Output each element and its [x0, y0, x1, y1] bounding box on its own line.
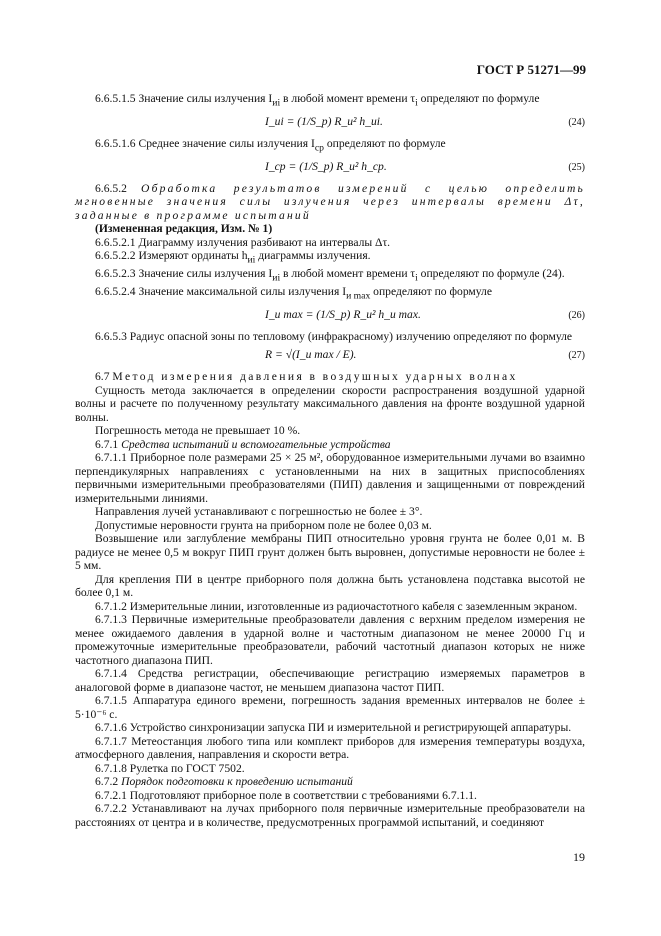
paragraph: 6.6.5.2.1 Диаграмму излучения разбивают на интервалы Δτ.	[95, 235, 391, 249]
subsection-heading: 6.7.2 Порядок подготовки к проведению испытаний	[95, 775, 353, 789]
paragraph: 6.7.1.7 Метеостанция любого типа или комплект приборов для измерения температуры воздуха, атмосферного давления, направления и скорости ветра.	[75, 734, 585, 762]
amendment-note: (Измененная редакция, Изм. № 1)	[95, 222, 273, 236]
section-heading: 6.7 Метод измерения давления в воздушных ударных волнах	[95, 370, 518, 384]
paragraph: 6.6.5.1.5 Значение силы излучения $I_{иi}$ в любой момент времени $\tau_i$ определяют по формуле	[95, 92, 540, 109]
page-number: 19	[573, 850, 585, 864]
formula-27	[75, 346, 585, 366]
paragraph: 6.7.1.1 Приборное поле размерами 25 × 25 м², оборудованное измерительными лучами во взаимно перпендикулярных направлениях с установленными на них в защитных приспособлениях первичными измерительными преобразователями (ПИП) давления и защищенными от повреждений измерительными линиями.	[75, 451, 585, 505]
formula-26	[75, 306, 585, 326]
paragraph: 6.7.1.4 Средства регистрации, обеспечивающие регистрацию измеряемых параметров в аналоговой форме в диапазоне частот, не меньшем диапазона частот ПИП.	[75, 667, 585, 694]
formula-expression: R = √(I_и max / E).	[265, 348, 357, 362]
paragraph: Сущность метода заключается в определении скорости распространения воздушной ударной волны и расчете по полученному результату максимального давления на фронте воздушной ударной волны.	[75, 383, 585, 424]
paragraph: 6.6.5.1.6 Среднее значение силы излучения $I_{ср}$ определяют по формуле	[95, 136, 446, 154]
paragraph: 6.7.1.8 Рулетка по ГОСТ 7502.	[95, 761, 245, 775]
paragraph: 6.7.2.2 Устанавливают на лучах приборного поля первичные измерительные преобразователи на расстояниях от центра и в количестве, предусмотренных программой испытаний, и соединяют	[75, 802, 585, 829]
paragraph: 6.6.5.2.4 Значение максимальной силы излучения $I_{и max}$ определяют по формуле	[95, 284, 492, 302]
section-heading: 6.6.5.2 Обработка результатов измерений с целью определить мгновенные значения силы излучения через интервалы времени Δτ, заданные в программе испытаний	[75, 181, 585, 222]
paragraph: Допустимые неровности грунта на приборном поле не более 0,03 м.	[95, 518, 432, 532]
page-header: ГОСТ Р 51271—99	[476, 62, 586, 77]
formula-number: (26)	[568, 309, 585, 321]
paragraph: 6.6.5.3 Радиус опасной зоны по тепловому (инфракрасному) излучению определяют по формуле	[95, 329, 573, 343]
paragraph: Возвышение или заглубление мембраны ПИП относительно уровня грунта не более 0,01 м. В радиусе не менее 0,5 м вокруг ПИП грунт должен быть выровнен, допустимые неровности не более ± 5 мм.	[75, 532, 585, 573]
subsection-heading: 6.7.1 Средства испытаний и вспомогательные устройства	[95, 437, 391, 451]
formula-number: (25)	[568, 161, 585, 173]
paragraph: Погрешность метода не превышает 10 %.	[95, 424, 301, 438]
paragraph: 6.6.5.2.2 Измеряют ординаты $h_{иi}$ диаграммы излучения.	[95, 249, 371, 266]
paragraph: 6.7.1.5 Аппаратура единого времени, погрешность задания временных интервалов не более ± 5·10⁻⁶ с.	[75, 694, 585, 721]
paragraph: Направления лучей устанавливают с погрешностью не более ± 3°.	[95, 505, 423, 519]
formula-number: (27)	[568, 350, 585, 362]
formula-24	[75, 113, 585, 133]
formula-expression: I_иi = (1/S_р) R_и² h_иi.	[265, 114, 383, 128]
formula-25	[75, 158, 585, 178]
paragraph: 6.6.5.2.3 Значение силы излучения $I_{иi}$ в любой момент времени $\tau_i$ определяют по формуле (24).	[95, 266, 565, 284]
paragraph: 6.7.1.2 Измерительные линии, изготовленные из радиочастотного кабеля с заземленным экраном.	[95, 599, 578, 613]
formula-expression: I_ср = (1/S_р) R_и² h_ср.	[265, 159, 387, 173]
paragraph: Для крепления ПИ в центре приборного поля должна быть установлена подставка высотой не более 0,1 м.	[75, 572, 585, 600]
document-body	[75, 92, 585, 829]
formula-expression: I_и max = (1/S_р) R_и² h_и max.	[265, 307, 421, 321]
paragraph: 6.7.2.1 Подготовляют приборное поле в соответствии с требованиями 6.7.1.1.	[95, 788, 477, 802]
paragraph: 6.7.1.6 Устройство синхронизации запуска ПИ и измерительной и регистрирующей аппаратуры.	[95, 721, 572, 735]
formula-number: (24)	[568, 116, 585, 128]
paragraph: 6.7.1.3 Первичные измерительные преобразователи давления с верхним пределом измерения не менее ожидаемого давления в ударной волне и частотным диапазоном не менее 20000 Гц и промежуточные измерительные преобразователи, рабочий частотный диапазон которых не ниже частотного диапазона ПИП.	[75, 613, 585, 667]
